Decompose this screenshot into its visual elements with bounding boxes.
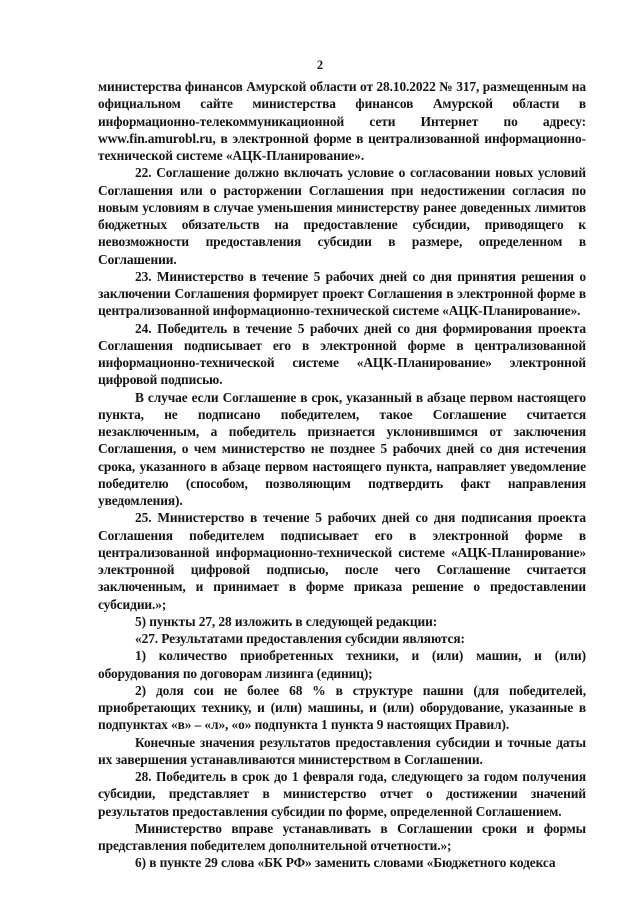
paragraph: 24. Победитель в течение 5 рабочих дней со дня формирования проекта Соглашения подписывает его в электронной форме в централизованной информационно-технической системе «АЦК-Планирование» электронной цифровой подписью. xyxy=(98,320,586,388)
paragraph: 6) в пункте 29 слова «БК РФ» заменить словами «Бюджетного кодекса xyxy=(135,855,556,871)
paragraph: 25. Министерство в течение 5 рабочих дней со дня подписания проекта Соглашения победителем подписывает его в электронной форме в централизованной информационно-технической системе «АЦК-Планирование» электронной цифровой подписью, после чего Соглашение считается заключенным, и принимает в форме приказа решение о предоставлении субсидии.»; xyxy=(98,510,586,612)
paragraph: 28. Победитель в срок до 1 февраля года, следующего за годом получения субсидии, представляет в министерство отчет о достижении значений результатов предоставления субсидии по форме, определенной Соглашением. xyxy=(98,769,586,819)
paragraph: 5) пункты 27, 28 изложить в следующей редакции: xyxy=(135,613,438,629)
paragraph: Конечные значения результатов предоставления субсидии и точные даты их завершения устанавливаются министерством в Соглашении. xyxy=(98,734,586,767)
paragraph: Министерство вправе устанавливать в Соглашении сроки и формы представления победителем дополнительной отчетности.»; xyxy=(98,820,586,853)
paragraph: 2) доля сои не более 68 % в структуре пашни (для победителей, приобретающих технику, и (или) машины, и (или) оборудование, указанные в подпунктах «в» – «л», «о» подпункта 1 пункта 9 настоящих Правил). xyxy=(98,682,586,733)
paragraph: 23. Министерство в течение 5 рабочих дней со дня принятия решения о заключении Соглашения формирует проект Соглашения в электронной форме в централизованной информационно-технической системе «АЦК-Планирование». xyxy=(98,268,586,319)
paragraph: 22. Соглашение должно включать условие о согласовании новых условий Соглашения или о расторжении Соглашения при недостижении согласия по новым условиям в случае уменьшения министерству ранее доведенных лимитов бюджетных обязательств на предоставление субсидии, приводящего к невозможности предоставления субсидии в размере, определенном в Соглашении. xyxy=(98,165,586,267)
paragraph: министерства финансов Амурской области от 28.10.2022 № 317, размещенным на официальном сайте министерства финансов Амурской области в информационно-телекоммуникационной сети Интернет по адресу: www.fin.amurobl.ru, в электронной форме в централизованной информационно-технической системе «АЦК-Планирование». xyxy=(98,79,586,163)
paragraph: 1) количество приобретенных техники, и (или) машин, и (или) оборудования по договорам лизинга (единиц); xyxy=(98,648,586,681)
paragraph: «27. Результатами предоставления субсидии являются: xyxy=(135,631,465,646)
document-body xyxy=(98,78,586,872)
page-number: 2 xyxy=(316,58,324,72)
paragraph: В случае если Соглашение в срок, указанный в абзаце первом настоящего пункта, не подписано победителем, такое Соглашение считается незаключенным, а победитель признается уклонившимся от заключения Соглашения, о чем министерство не позднее 5 рабочих дней со дня истечения срока, указанного в абзаце первом настоящего пункта, направляет уведомление победителю (способом, позволяющим подтвердить факт направления уведомления). xyxy=(98,389,586,508)
